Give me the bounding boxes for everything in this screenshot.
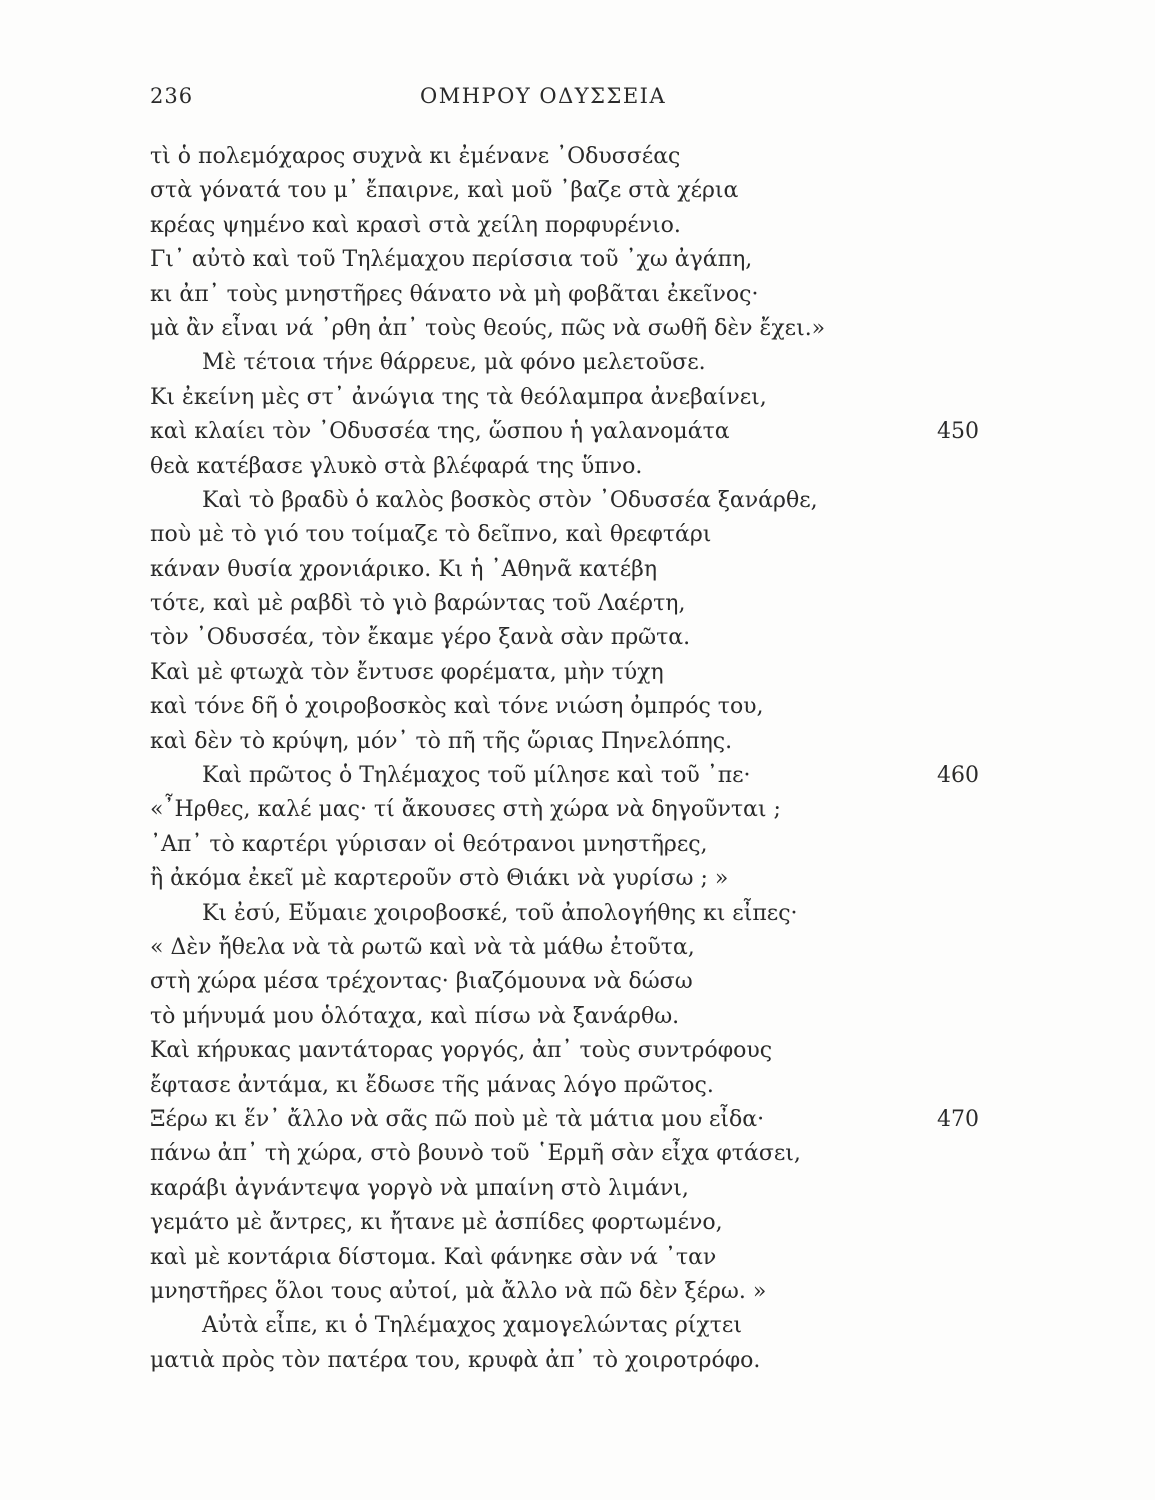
verse-text: γεμάτο μὲ ἄντρες, κι ἤτανε μὲ ἀσπίδες φορτωμένο,	[150, 1210, 723, 1236]
running-title: ΟΜΗΡΟΥ ΟΔΥΣΣΕΙΑ	[420, 84, 667, 108]
verse-line	[150, 1344, 995, 1378]
verse-line	[150, 1000, 995, 1034]
verse-line	[150, 1275, 995, 1309]
verse-line	[150, 725, 995, 759]
verse-text: ᾿Απ᾿ τὸ καρτέρι γύρισαν οἱ θεότρανοι μνηστῆρες,	[150, 831, 708, 857]
verse-text: Καὶ κήρυκας μαντάτορας γοργός, ἀπ᾿ τοὺς συντρόφους	[150, 1038, 773, 1064]
verse-text: Καὶ μὲ φτωχὰ τὸν ἔντυσε φορέματα, μὴν τύχη	[150, 659, 664, 685]
verse-text: τότε, καὶ μὲ ραβδὶ τὸ γιὸ βαρώντας τοῦ Λαέρτη,	[150, 591, 686, 617]
verse-line	[150, 965, 995, 999]
verse-text: «῏Ηρθες, καλέ μας· τί ἄκουσες στὴ χώρα νὰ δηγοῦνται ;	[150, 797, 781, 823]
verse-text: Κι ἐσύ, Εὔμαιε χοιροβοσκέ, τοῦ ἀπολογήθης κι εἶπες·	[202, 900, 798, 926]
verse-text: Κι ἐκείνη μὲς στ᾿ ἀνώγια της τὰ θεόλαμπρα ἀνεβαίνει,	[150, 384, 767, 410]
verse-line	[150, 553, 995, 587]
verse-line	[150, 415, 995, 449]
verse-text: Ξέρω κι ἕν᾿ ἄλλο νὰ σᾶς πῶ ποὺ μὲ τὰ μάτια μου εἶδα·	[150, 1106, 765, 1132]
page-header	[150, 84, 995, 118]
verse-line	[150, 587, 995, 621]
verse-text: τὶ ὁ πολεμόχαρος συχνὰ κι ἐμένανε ᾿Οδυσσέας	[150, 144, 681, 169]
verse-text: κάναν θυσία χρονιάρικο. Κι ἡ ᾿Αθηνᾶ κατέβη	[150, 556, 658, 582]
verse-line	[150, 1172, 995, 1206]
verse-line	[150, 1206, 995, 1240]
verse-line	[150, 1034, 995, 1068]
verse-text: ἢ ἀκόμα ἐκεῖ μὲ καρτεροῦν στὸ Θιάκι νὰ γυρίσω ; »	[150, 866, 729, 892]
verse-line	[150, 312, 995, 346]
verse-line	[150, 209, 995, 243]
verse-line	[150, 1241, 995, 1275]
verse-text-block	[150, 140, 995, 1378]
verse-text: μνηστῆρες ὅλοι τους αὐτοί, μὰ ἄλλο νὰ πῶ δὲν ξέρω. »	[150, 1278, 767, 1304]
verse-text: « Δὲν ἤθελα νὰ τὰ ρωτῶ καὶ νὰ τὰ μάθω ἐτοῦτα,	[150, 934, 695, 960]
verse-line	[150, 828, 995, 862]
line-number: 450	[937, 419, 979, 445]
verse-text: κι ἀπ᾿ τοὺς μνηστῆρες θάνατο νὰ μὴ φοβᾶται ἐκεῖνος·	[150, 281, 759, 307]
verse-line	[150, 759, 995, 793]
verse-text: ποὺ μὲ τὸ γιό του τοίμαζε τὸ δεῖπνο, καὶ θρεφτάρι	[150, 522, 712, 548]
verse-line	[150, 656, 995, 690]
verse-line	[150, 243, 995, 277]
verse-text: Γι᾿ αὐτὸ καὶ τοῦ Τηλέμαχου περίσσια τοῦ ᾿χω ἀγάπη,	[150, 247, 753, 273]
verse-text: κρέας ψημένο καὶ κρασὶ στὰ χείλη πορφυρένιο.	[150, 212, 681, 238]
line-number: 460	[937, 763, 979, 789]
verse-text: στὴ χώρα μέσα τρέχοντας· βιαζόμουνα νὰ δώσω	[150, 969, 693, 995]
verse-line	[150, 1069, 995, 1103]
verse-text: στὰ γόνατά του μ᾿ ἔπαιρνε, καὶ μοῦ ᾿βαζε στὰ χέρια	[150, 178, 739, 204]
verse-line	[150, 862, 995, 896]
page-number: 236	[150, 84, 194, 108]
verse-text: Καὶ πρῶτος ὁ Τηλέμαχος τοῦ μίλησε καὶ τοῦ ᾿πε·	[202, 763, 751, 789]
verse-line	[150, 690, 995, 724]
verse-text: Αὐτὰ εἶπε, κι ὁ Τηλέμαχος χαμογελώντας ρίχτει	[202, 1313, 742, 1339]
line-number: 470	[937, 1106, 979, 1132]
verse-line	[150, 931, 995, 965]
verse-line	[150, 174, 995, 208]
verse-text: Μὲ τέτοια τήνε θάρρευε, μὰ φόνο μελετοῦσε.	[202, 350, 706, 376]
verse-line	[150, 1103, 995, 1137]
verse-line	[150, 793, 995, 827]
verse-text: καράβι ἀγνάντεψα γοργὸ νὰ μπαίνη στὸ λιμάνι,	[150, 1175, 689, 1201]
verse-line	[150, 381, 995, 415]
verse-text: ματιὰ πρὸς τὸν πατέρα του, κρυφὰ ἀπ᾿ τὸ χοιροτρόφο.	[150, 1347, 761, 1373]
verse-line	[150, 450, 995, 484]
verse-line	[150, 518, 995, 552]
verse-text: θεὰ κατέβασε γλυκὸ στὰ βλέφαρά της ὕπνο.	[150, 453, 643, 479]
verse-text: μὰ ἂν εἶναι νά ᾿ρθη ἀπ᾿ τοὺς θεούς, πῶς νὰ σωθῆ δὲν ἔχει.»	[150, 315, 826, 341]
verse-text: καὶ κλαίει τὸν ᾿Οδυσσέα της, ὥσπου ἡ γαλανομάτα	[150, 419, 730, 445]
verse-line	[150, 140, 995, 174]
verse-text: ἔφτασε ἀντάμα, κι ἔδωσε τῆς μάνας λόγο πρῶτος.	[150, 1072, 714, 1098]
verse-line	[150, 278, 995, 312]
verse-text: τὸν ᾿Οδυσσέα, τὸν ἔκαμε γέρο ξανὰ σὰν πρῶτα.	[150, 625, 691, 651]
verse-text: καὶ τόνε δῆ ὁ χοιροβοσκὸς καὶ τόνε νιώση ὀμπρός του,	[150, 694, 764, 720]
verse-text: τὸ μήνυμά μου ὁλόταχα, καὶ πίσω νὰ ξανάρθω.	[150, 1003, 680, 1029]
verse-line	[150, 897, 995, 931]
verse-line	[150, 621, 995, 655]
verse-text: πάνω ἀπ᾿ τὴ χώρα, στὸ βουνὸ τοῦ ῾Ερμῆ σὰν εἶχα φτάσει,	[150, 1141, 801, 1167]
verse-line	[150, 1137, 995, 1171]
verse-text: καὶ δὲν τὸ κρύψη, μόν᾿ τὸ πῆ τῆς ὥριας Πηνελόπης.	[150, 728, 733, 754]
verse-line	[150, 346, 995, 380]
verse-line	[150, 484, 995, 518]
verse-line	[150, 1309, 995, 1343]
verse-text: Καὶ τὸ βραδὺ ὁ καλὸς βοσκὸς στὸν ᾿Οδυσσέα ξανάρθε,	[202, 487, 818, 513]
verse-text: καὶ μὲ κοντάρια δίστομα. Καὶ φάνηκε σὰν νά ᾿ταν	[150, 1244, 717, 1270]
